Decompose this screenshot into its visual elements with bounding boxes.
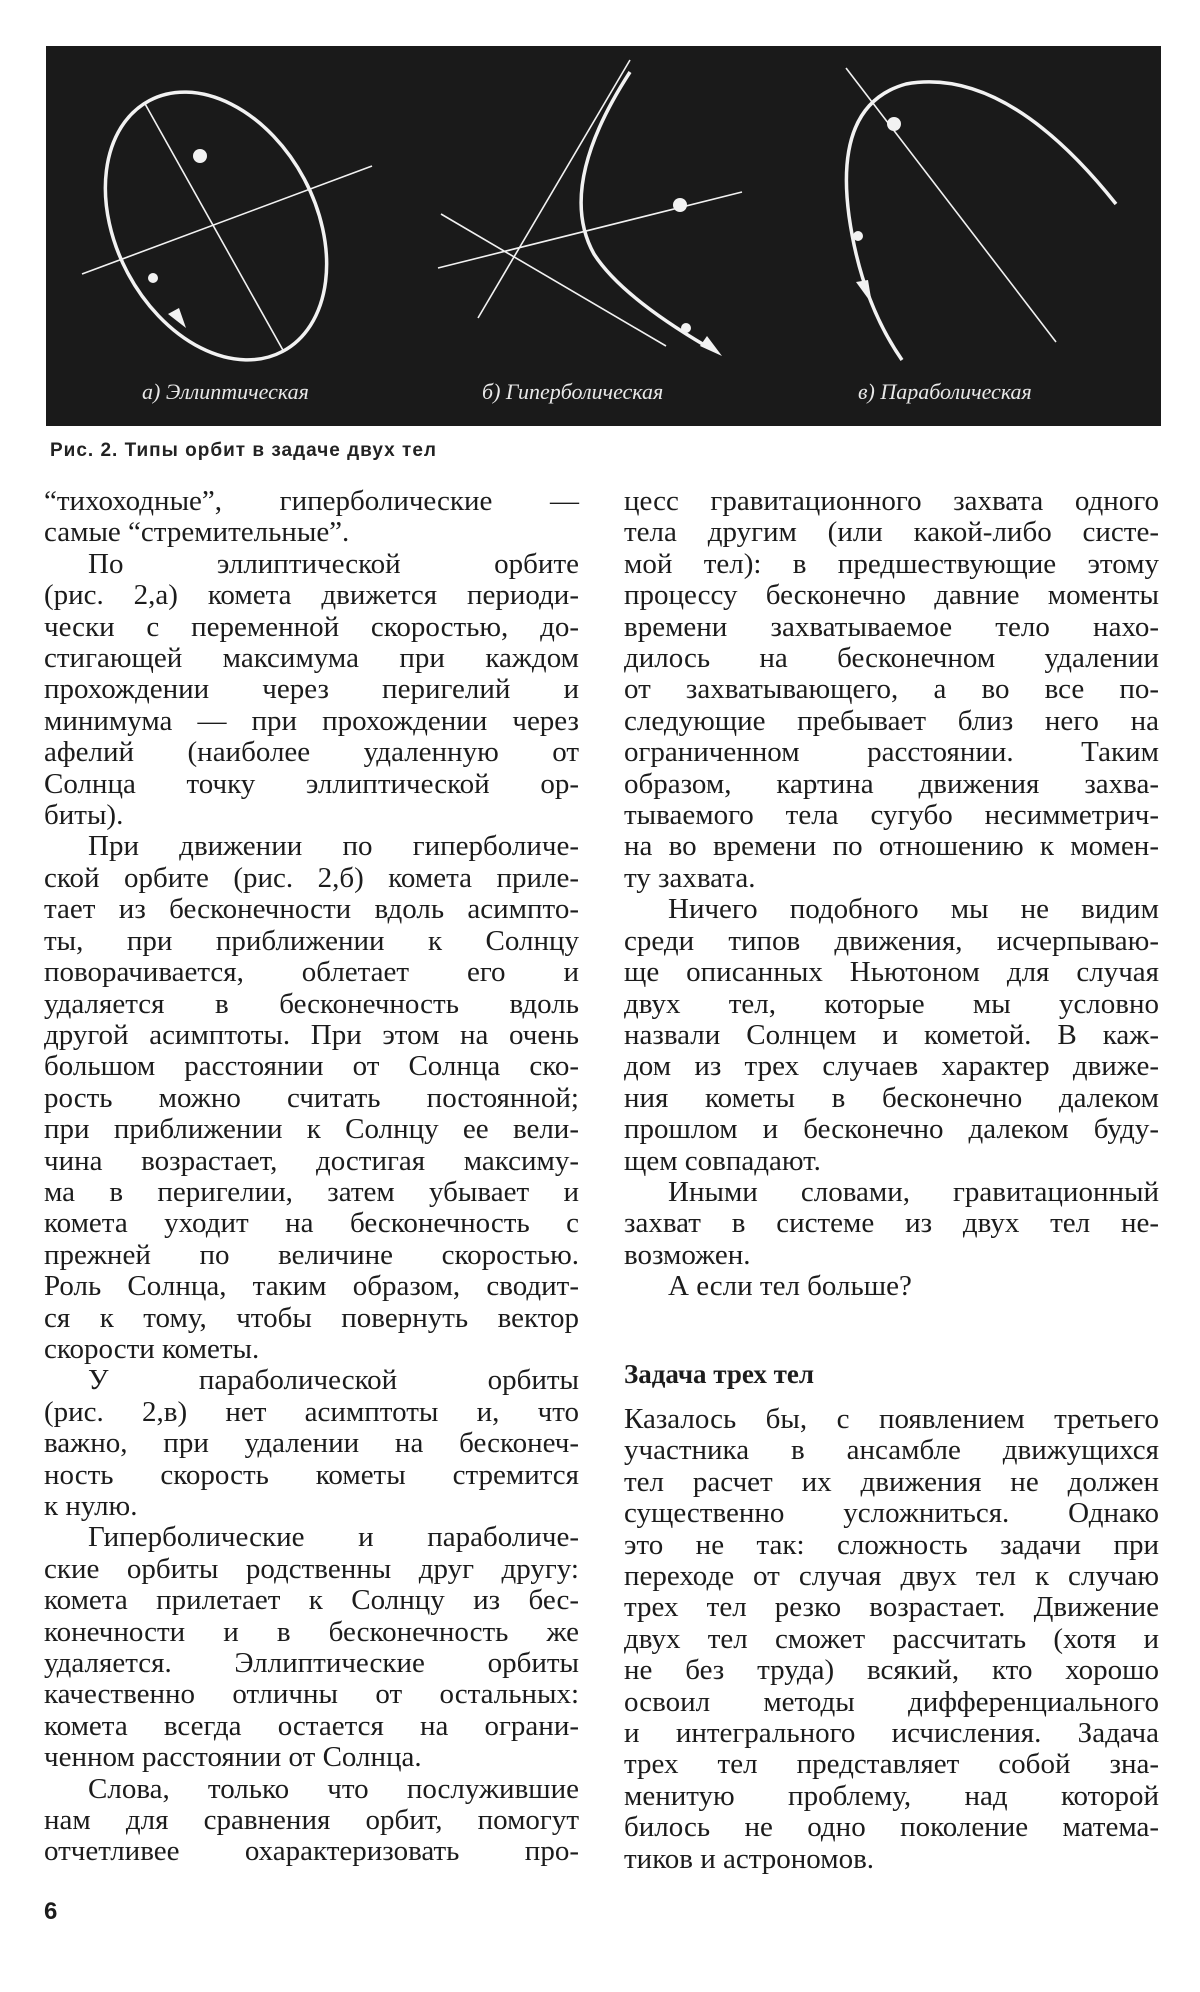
text-line: прежней по величине скоростью.: [44, 1238, 579, 1271]
text-line: назвали Солнцем и кометой. В каж-: [624, 1018, 1159, 1051]
paragraph: [624, 1404, 1159, 1875]
text-line: участника в ансамбле движущихся: [624, 1434, 1159, 1467]
text-line: захват в системе из двух тел не-: [624, 1207, 1159, 1240]
text-line: большом расстоянии от Солнца ско-: [44, 1050, 579, 1083]
text-line: от захватывающего, а во все по-: [624, 673, 1159, 706]
comet-dot-elliptic: [148, 273, 158, 283]
text-line: А если тел больше?: [668, 1270, 912, 1303]
text-line: качественно отличны от остальных:: [44, 1678, 579, 1711]
text-line: комета прилетает к Солнцу из бес-: [44, 1584, 579, 1617]
text-line: времени захватываемое тело нахо-: [624, 610, 1159, 643]
text-line: прошлом и бесконечно далеком буду-: [624, 1113, 1159, 1146]
text-line: не без труда) всякий, кто хорошо: [624, 1654, 1159, 1687]
text-line: Казалось бы, с появлением третьего: [624, 1402, 1159, 1435]
text-line: переходе от случая двух тел к случаю: [624, 1560, 1159, 1592]
text-line: стигающей максимума при каждом: [44, 642, 579, 675]
text-line: тиков и астрономов.: [624, 1842, 875, 1875]
text-line: тываемого тела сугубо несимметрич-: [624, 799, 1159, 832]
text-line: возможен.: [624, 1238, 751, 1271]
arrow-parabolic: [856, 280, 872, 304]
ellipse-minor-axis: [82, 166, 372, 274]
text-line: отчетливее охарактеризовать про-: [44, 1835, 579, 1868]
hyperbola-asymptote-1: [478, 60, 630, 318]
section-heading: Задача трех тел: [624, 1358, 815, 1389]
text-line: тает из бесконечности вдоль асимпто-: [44, 893, 579, 926]
paragraph: [624, 1177, 1159, 1271]
text-line: чина возрастает, достигая максиму-: [44, 1144, 579, 1177]
parabolic-orbit-diagram: [846, 68, 1116, 360]
text-line: прохождении через перигелий и: [44, 673, 579, 706]
text-line: ские орбиты родственны друг другу:: [44, 1552, 579, 1585]
text-line: другой асимптоты. При этом на очень: [44, 1018, 579, 1051]
text-line: “тихоходные”, гиперболические —: [44, 485, 579, 517]
text-line: ты, при приближении к Солнцу: [44, 924, 579, 957]
text-line: трех тел резко возрастает. Движение: [624, 1591, 1159, 1624]
text-line: следующие пребывает близ него на: [624, 704, 1159, 737]
paragraph: [44, 486, 579, 549]
text-line: ся к тому, чтобы повернуть вектор: [44, 1301, 579, 1334]
text-line: комета всегда остается на ограни-: [44, 1709, 579, 1742]
text-line: ченном расстоянии от Солнца.: [44, 1741, 422, 1774]
text-line: нам для сравнения орбит, помогут: [44, 1804, 579, 1837]
paragraph: [624, 486, 1159, 894]
text-line: Роль Солнца, таким образом, сводит-: [44, 1270, 579, 1303]
label-elliptic: а) Эллиптическая: [142, 379, 309, 404]
text-line: У параболической орбиты: [88, 1364, 579, 1397]
text-line: рость можно считать постоянной;: [44, 1081, 579, 1114]
text-line: и интегрального исчисления. Задача: [624, 1717, 1159, 1750]
paragraph: [44, 1365, 579, 1522]
text-line: мой тел): в предшествующие этому: [624, 547, 1159, 580]
ellipse-major-axis: [144, 102, 284, 352]
paragraph: [44, 831, 579, 1365]
text-line: освоил методы дифференциального: [624, 1685, 1159, 1718]
text-line: двух тел сможет рассчитать (хотя и: [624, 1622, 1159, 1655]
text-line: тела другим (или какой-либо систе-: [624, 516, 1159, 549]
text-line: процессу бесконечно давние моменты: [624, 579, 1159, 612]
text-line: При движении по гиперболиче-: [88, 830, 579, 863]
text-line: По эллиптической орбите: [88, 547, 579, 580]
parabola-axis: [846, 68, 1056, 342]
hyperbola-asymptote-2: [441, 214, 666, 346]
paragraph: [624, 1271, 1159, 1302]
text-line: это не так: сложность задачи при: [624, 1528, 1159, 1561]
text-line: ния кометы в бесконечно далеком: [624, 1081, 1159, 1114]
text-line: трех тел представляет собой зна-: [624, 1748, 1159, 1781]
text-line: Иными словами, гравитационный: [668, 1175, 1159, 1208]
comet-dot-hyperbolic: [681, 323, 691, 333]
page-number: 6: [44, 1898, 58, 1925]
arrow-elliptic: [168, 308, 186, 328]
text-line: (рис. 2,а) комета движется периоди-: [44, 579, 579, 612]
text-line: двух тел, которые мы условно: [624, 987, 1159, 1020]
paragraph: [44, 1774, 579, 1868]
text-line: удаляется в бесконечность вдоль: [44, 987, 579, 1020]
paragraph: [44, 1522, 579, 1773]
hyperbola-axis: [438, 192, 742, 268]
sun-dot-parabolic: [887, 117, 901, 131]
sun-dot-elliptic: [193, 149, 207, 163]
text-line: Ничего подобного мы не видим: [668, 893, 1159, 926]
ellipse-curve: [61, 54, 371, 399]
text-line: к нулю.: [44, 1490, 138, 1522]
text-line: скорости кометы.: [44, 1332, 260, 1365]
text-line: при приближении к Солнцу ее вели-: [44, 1113, 579, 1146]
text-line: самые “стремительные”.: [44, 516, 350, 549]
elliptic-orbit-diagram: [61, 54, 372, 399]
paragraph: [624, 894, 1159, 1177]
comet-dot-parabolic: [853, 231, 863, 241]
text-line: Слова, только что послужившие: [88, 1772, 579, 1805]
text-line: чески с переменной скоростью, до-: [44, 610, 579, 643]
sun-dot-hyperbolic: [673, 198, 687, 212]
text-line: образом, картина движения захва-: [624, 767, 1159, 800]
text-line: тел расчет их движения не должен: [624, 1465, 1159, 1498]
text-line: дом из трех случаев характер движе-: [624, 1050, 1159, 1083]
text-line: цесс гравитационного захвата одного: [624, 485, 1159, 517]
text-line: билось не одно поколение матема-: [624, 1811, 1159, 1844]
left-column: [44, 486, 579, 1906]
text-line: поворачивается, облетает его и: [44, 956, 579, 989]
figure-caption: Рис. 2. Типы орбит в задаче двух тел: [50, 440, 437, 461]
text-line: щем совпадают.: [624, 1144, 821, 1177]
text-line: конечности и в бесконечность же: [44, 1615, 579, 1648]
text-line: ность скорость кометы стремится: [44, 1458, 579, 1491]
text-line: комета уходит на бесконечность с: [44, 1207, 579, 1240]
label-parabolic: в) Параболическая: [858, 379, 1032, 404]
label-hyperbolic: б) Гиперболическая: [482, 379, 664, 404]
text-line: существенно усложниться. Однако: [624, 1497, 1159, 1530]
paragraph: [44, 549, 579, 832]
hyperbolic-orbit-diagram: [438, 60, 742, 356]
text-line: биты).: [44, 799, 124, 832]
text-line: ма в перигелии, затем убывает и: [44, 1175, 579, 1208]
text-line: удаляется. Эллиптические орбиты: [44, 1647, 579, 1680]
text-line: менитую проблему, над которой: [624, 1779, 1159, 1812]
text-line: ту захвата.: [624, 861, 756, 894]
text-line: ской орбите (рис. 2,б) комета приле-: [44, 861, 579, 894]
right-column: [624, 486, 1159, 1906]
text-line: ограниченном расстоянии. Таким: [624, 736, 1159, 769]
text-line: минимума — при прохождении через: [44, 704, 579, 737]
hyperbola-curve: [581, 72, 706, 346]
text-line: важно, при удалении на бесконеч-: [44, 1427, 579, 1460]
text-line: дилось на бесконечном удалении: [624, 642, 1159, 675]
text-line: на во времени по отношению к момен-: [624, 830, 1159, 863]
arrow-hyperbolic: [700, 336, 722, 356]
parabola-curve: [846, 82, 1116, 360]
orbit-diagrams: [46, 46, 1161, 426]
text-line: Гиперболические и параболиче-: [88, 1521, 579, 1554]
text-line: Солнца точку эллиптической ор-: [44, 767, 579, 800]
text-line: (рис. 2,в) нет асимптоты и, что: [44, 1395, 579, 1428]
text-line: ще описанных Ньютоном для случая: [624, 956, 1159, 989]
orbit-figure: [46, 46, 1161, 426]
text-line: среди типов движения, исчерпываю-: [624, 924, 1159, 957]
text-line: афелий (наиболее удаленную от: [44, 736, 579, 769]
